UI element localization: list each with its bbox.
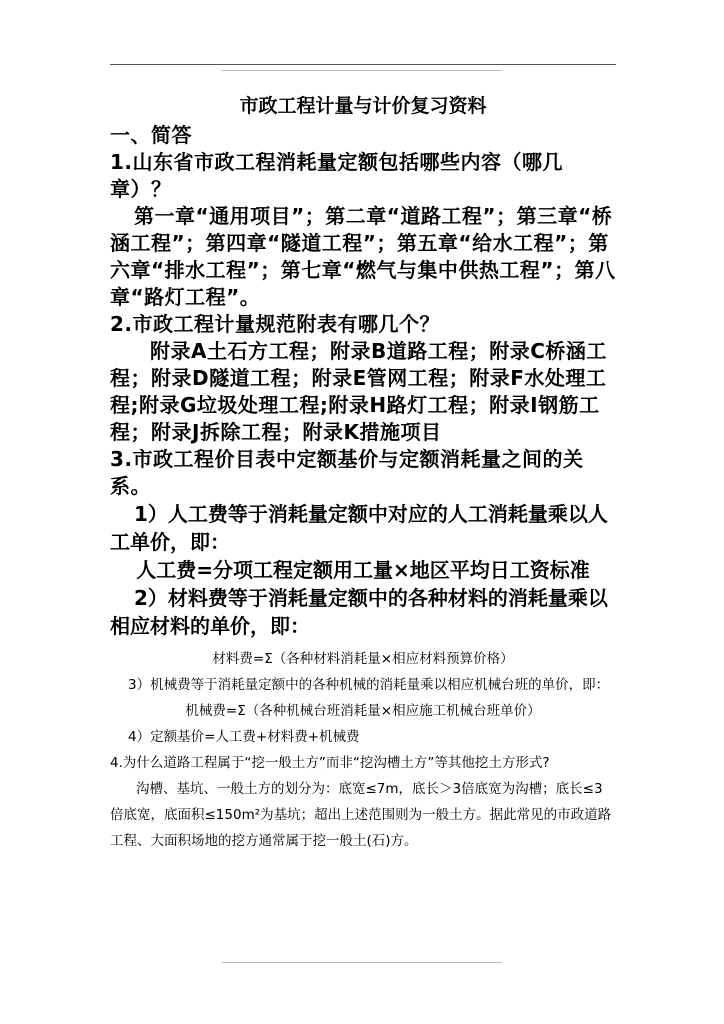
- question-1: 1.山东省市政工程消耗量定额包括哪些内容（哪几章）？: [110, 150, 564, 201]
- document-title: 市政工程计量与计价复习资料: [239, 95, 487, 117]
- section-heading: 一、简答: [110, 123, 192, 147]
- header-rule-inner: [222, 70, 502, 71]
- answer-3-formula-1: 人工费=分项工程定额用工量×地区平均日工资标准: [136, 558, 590, 582]
- answer-4: 沟槽、基坑、一般土方的划分为：底宽≤7m，底长＞3倍底宽为沟槽；底长≤3倍底宽，底面积≤150m²为基坑；超出上述范围则为一般土方。据此常见的市政道路工程、大面积场地的挖方通常属于挖一般土(石)方。: [110, 781, 612, 849]
- answer-2: 附录A土石方工程；附录B道路工程；附录C桥涵工程；附录D隧道工程；附录E管网工程；附录F水处理工程;附录G垃圾处理工程;附录H路灯工程；附录I钢筋工程；附录J拆除工程；附录K措施项目: [110, 339, 607, 444]
- answer-3-item-4: 4）定额基价=人工费+材料费+机械费: [128, 729, 360, 745]
- document-page: [110, 94, 616, 854]
- question-3: 3.市政工程价目表中定额基价与定额消耗量之间的关系。: [110, 447, 584, 498]
- question-2: 2.市政工程计量规范附表有哪几个？: [110, 312, 441, 336]
- answer-3-formula-2: 材料费=Σ（各种材料消耗量×相应材料预算价格）: [212, 651, 514, 667]
- answer-3-item-2: 2）材料费等于消耗量定额中的各种材料的消耗量乘以相应材料的单价，即：: [110, 586, 608, 638]
- answer-3-formula-3: 机械费=Σ（各种机械台班消耗量×相应施工机械台班单价）: [185, 703, 541, 719]
- header-rule: [110, 64, 616, 65]
- answer-3-item-3: 3）机械费等于消耗量定额中的各种机械的消耗量乘以相应机械台班的单价，即：: [128, 677, 610, 693]
- question-4: 4.为什么道路工程属于“挖一般土方”而非“挖沟槽土方”等其他挖土方形式?: [110, 755, 550, 771]
- answer-1: 第一章“通用项目”；第二章“道路工程”；第三章“桥涵工程”；第四章“隧道工程”；第五章“给水工程”；第六章“排水工程”；第七章“燃气与集中供热工程”；第八章“路灯工程”。: [110, 204, 616, 309]
- answer-3-item-1: 1）人工费等于消耗量定额中对应的人工消耗量乘以人工单价，即：: [110, 502, 608, 554]
- footer-rule: [222, 962, 502, 963]
